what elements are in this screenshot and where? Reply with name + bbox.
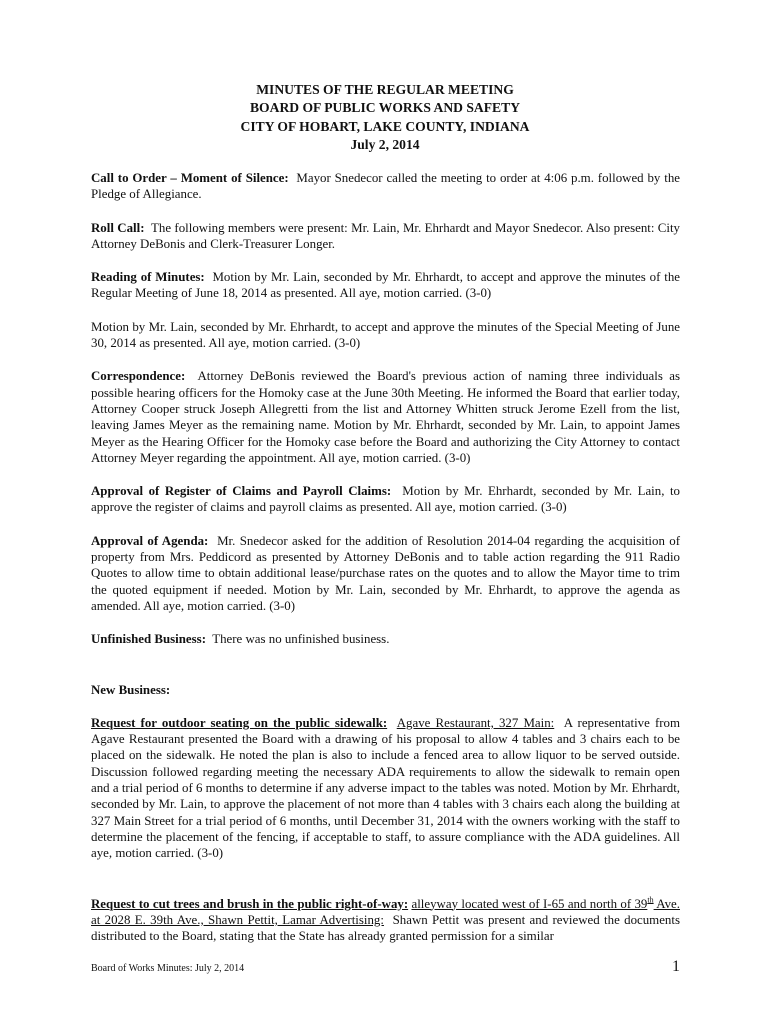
reading-of-minutes-text: Motion by Mr. Lain, seconded by Mr. Ehrhardt, to accept and approve the minutes of the Regular Meeting of June 18, 2014 as presented. All aye, motion carried. (3-0): [91, 270, 680, 301]
cut-trees-text: Shawn Pettit was present and reviewed the documents distributed to the Board, stating that the State has already granted permission for a similar: [91, 912, 680, 944]
agenda-paragraph: [91, 533, 680, 614]
new-business-heading-paragraph: [91, 682, 680, 698]
call-to-order-text: Mayor Snedecor called the meeting to order at 4:06 p.m. followed by the Pledge of Allegiance.: [91, 171, 680, 202]
unfinished-business-text: There was no unfinished business.: [212, 632, 390, 647]
special-meeting-minutes-text: Motion by Mr. Lain, seconded by Mr. Ehrhardt, to accept and approve the minutes of the Special Meeting of June 30, 2014 as presented. All aye, motion carried. (3-0): [91, 319, 680, 351]
cut-trees-location-part-2: Ave. at 2028 E. 39th Ave., Shawn Pettit, Lamar Advertising:: [91, 896, 680, 927]
new-business-heading: New Business:: [91, 682, 171, 697]
claims-paragraph: [91, 483, 680, 516]
roll-call-paragraph: [91, 220, 680, 253]
cut-trees-location-superscript: th: [647, 895, 654, 905]
roll-call-text: The following members were present: Mr. Lain, Mr. Ehrhardt and Mayor Snedecor. Also present: City Attorney DeBonis and Clerk-Treasurer Longer.: [91, 220, 681, 251]
roll-call-label: Roll Call:: [91, 220, 145, 235]
document-header: [0, 81, 770, 154]
reading-of-minutes-paragraph: [91, 269, 680, 302]
unfinished-business-paragraph: [91, 631, 680, 647]
header-title-line-1: MINUTES OF THE REGULAR MEETING: [256, 82, 514, 97]
footer-text: Board of Works Minutes: July 2, 2014: [91, 963, 245, 974]
claims-text: Motion by Mr. Ehrhardt, seconded by Mr. Lain, to approve the register of claims and payroll claims as presented. All aye, motion carried. (3-0): [91, 484, 680, 515]
cut-trees-paragraph: [91, 896, 680, 945]
unfinished-business-label: Unfinished Business:: [91, 632, 206, 647]
call-to-order-paragraph: [91, 170, 680, 203]
special-meeting-minutes-paragraph: [91, 319, 680, 352]
outdoor-seating-paragraph: [91, 715, 680, 862]
agenda-label: Approval of Agenda:: [91, 533, 209, 548]
outdoor-seating-location: Agave Restaurant, 327 Main:: [396, 715, 555, 730]
page-number: 1: [672, 958, 680, 975]
correspondence-text: Attorney DeBonis reviewed the Board's previous action of naming three individuals as possible hearing officers for the Homoky case at the June 30th Meeting. He informed the Board that earlier today, Attorney Cooper struck Joseph Allegretti from the list and Attorney Whitten struck Jerome Ezell from the list, leaving James Meyer as the remaining name. Motion by Mr. Ehrhardt, seconded by Mr. Lain, to appoint James Meyer as the Hearing Officer for the Homoky case before the Board and authorizing the City Attorney to contact Attorney Meyer regarding the appointment. All aye, motion carried. (3-0): [91, 369, 681, 465]
correspondence-paragraph: [91, 368, 680, 466]
outdoor-seating-label: Request for outdoor seating on the public sidewalk:: [91, 715, 388, 730]
agenda-text: Mr. Snedecor asked for the addition of Resolution 2014-04 regarding the acquisition of property from Mrs. Peddicord as presented by Attorney DeBonis and to table action regarding the 911 Radio Quotes to allow time to obtain additional lease/purchase rates on the quotes and to allow the Mayor time to trim the quoted equipment if needed. Motion by Mr. Lain, seconded by Mr. Ehrhardt, to approve the agenda as amended. All aye, motion carried. (3-0): [91, 533, 680, 613]
header-title-line-2: BOARD OF PUBLIC WORKS AND SAFETY: [249, 100, 521, 116]
claims-label: Approval of Register of Claims and Payroll Claims:: [91, 484, 392, 499]
document-body: [91, 170, 680, 961]
outdoor-seating-text: A representative from Agave Restaurant presented the Board with a drawing of his proposal to allow 4 tables and 3 chairs each to be placed on the sidewalk. He noted the plan is also to include a fenced area to allow liquor to be served outside. Discussion followed regarding meeting the necessary ADA requirements to allow the sidewalk to remain open and a trial period of 6 months to determine if any adverse impact to the tables was noted. Motion by Mr. Ehrhardt, seconded by Mr. Lain, to approve the placement of not more than 4 tables with 3 chairs each along the building at 327 Main Street for a trial period of 6 months, until December 31, 2014 with the owners working with the staff to determine the placement of the fencing, if acceptable to staff, to assure compliance with the ADA guidelines. All aye, motion carried. (3-0): [91, 715, 681, 861]
reading-of-minutes-label: Reading of Minutes:: [91, 270, 205, 285]
cut-trees-location-part-1: alleyway located west of I-65 and north of 39: [411, 896, 648, 911]
header-title-line-3: CITY OF HOBART, LAKE COUNTY, INDIANA: [240, 118, 530, 134]
header-date: July 2, 2014: [350, 136, 420, 152]
correspondence-label: Correspondence:: [91, 369, 186, 384]
cut-trees-label: Request to cut trees and brush in the public right-of-way:: [91, 896, 409, 911]
call-to-order-label: Call to Order – Moment of Silence:: [91, 171, 289, 185]
